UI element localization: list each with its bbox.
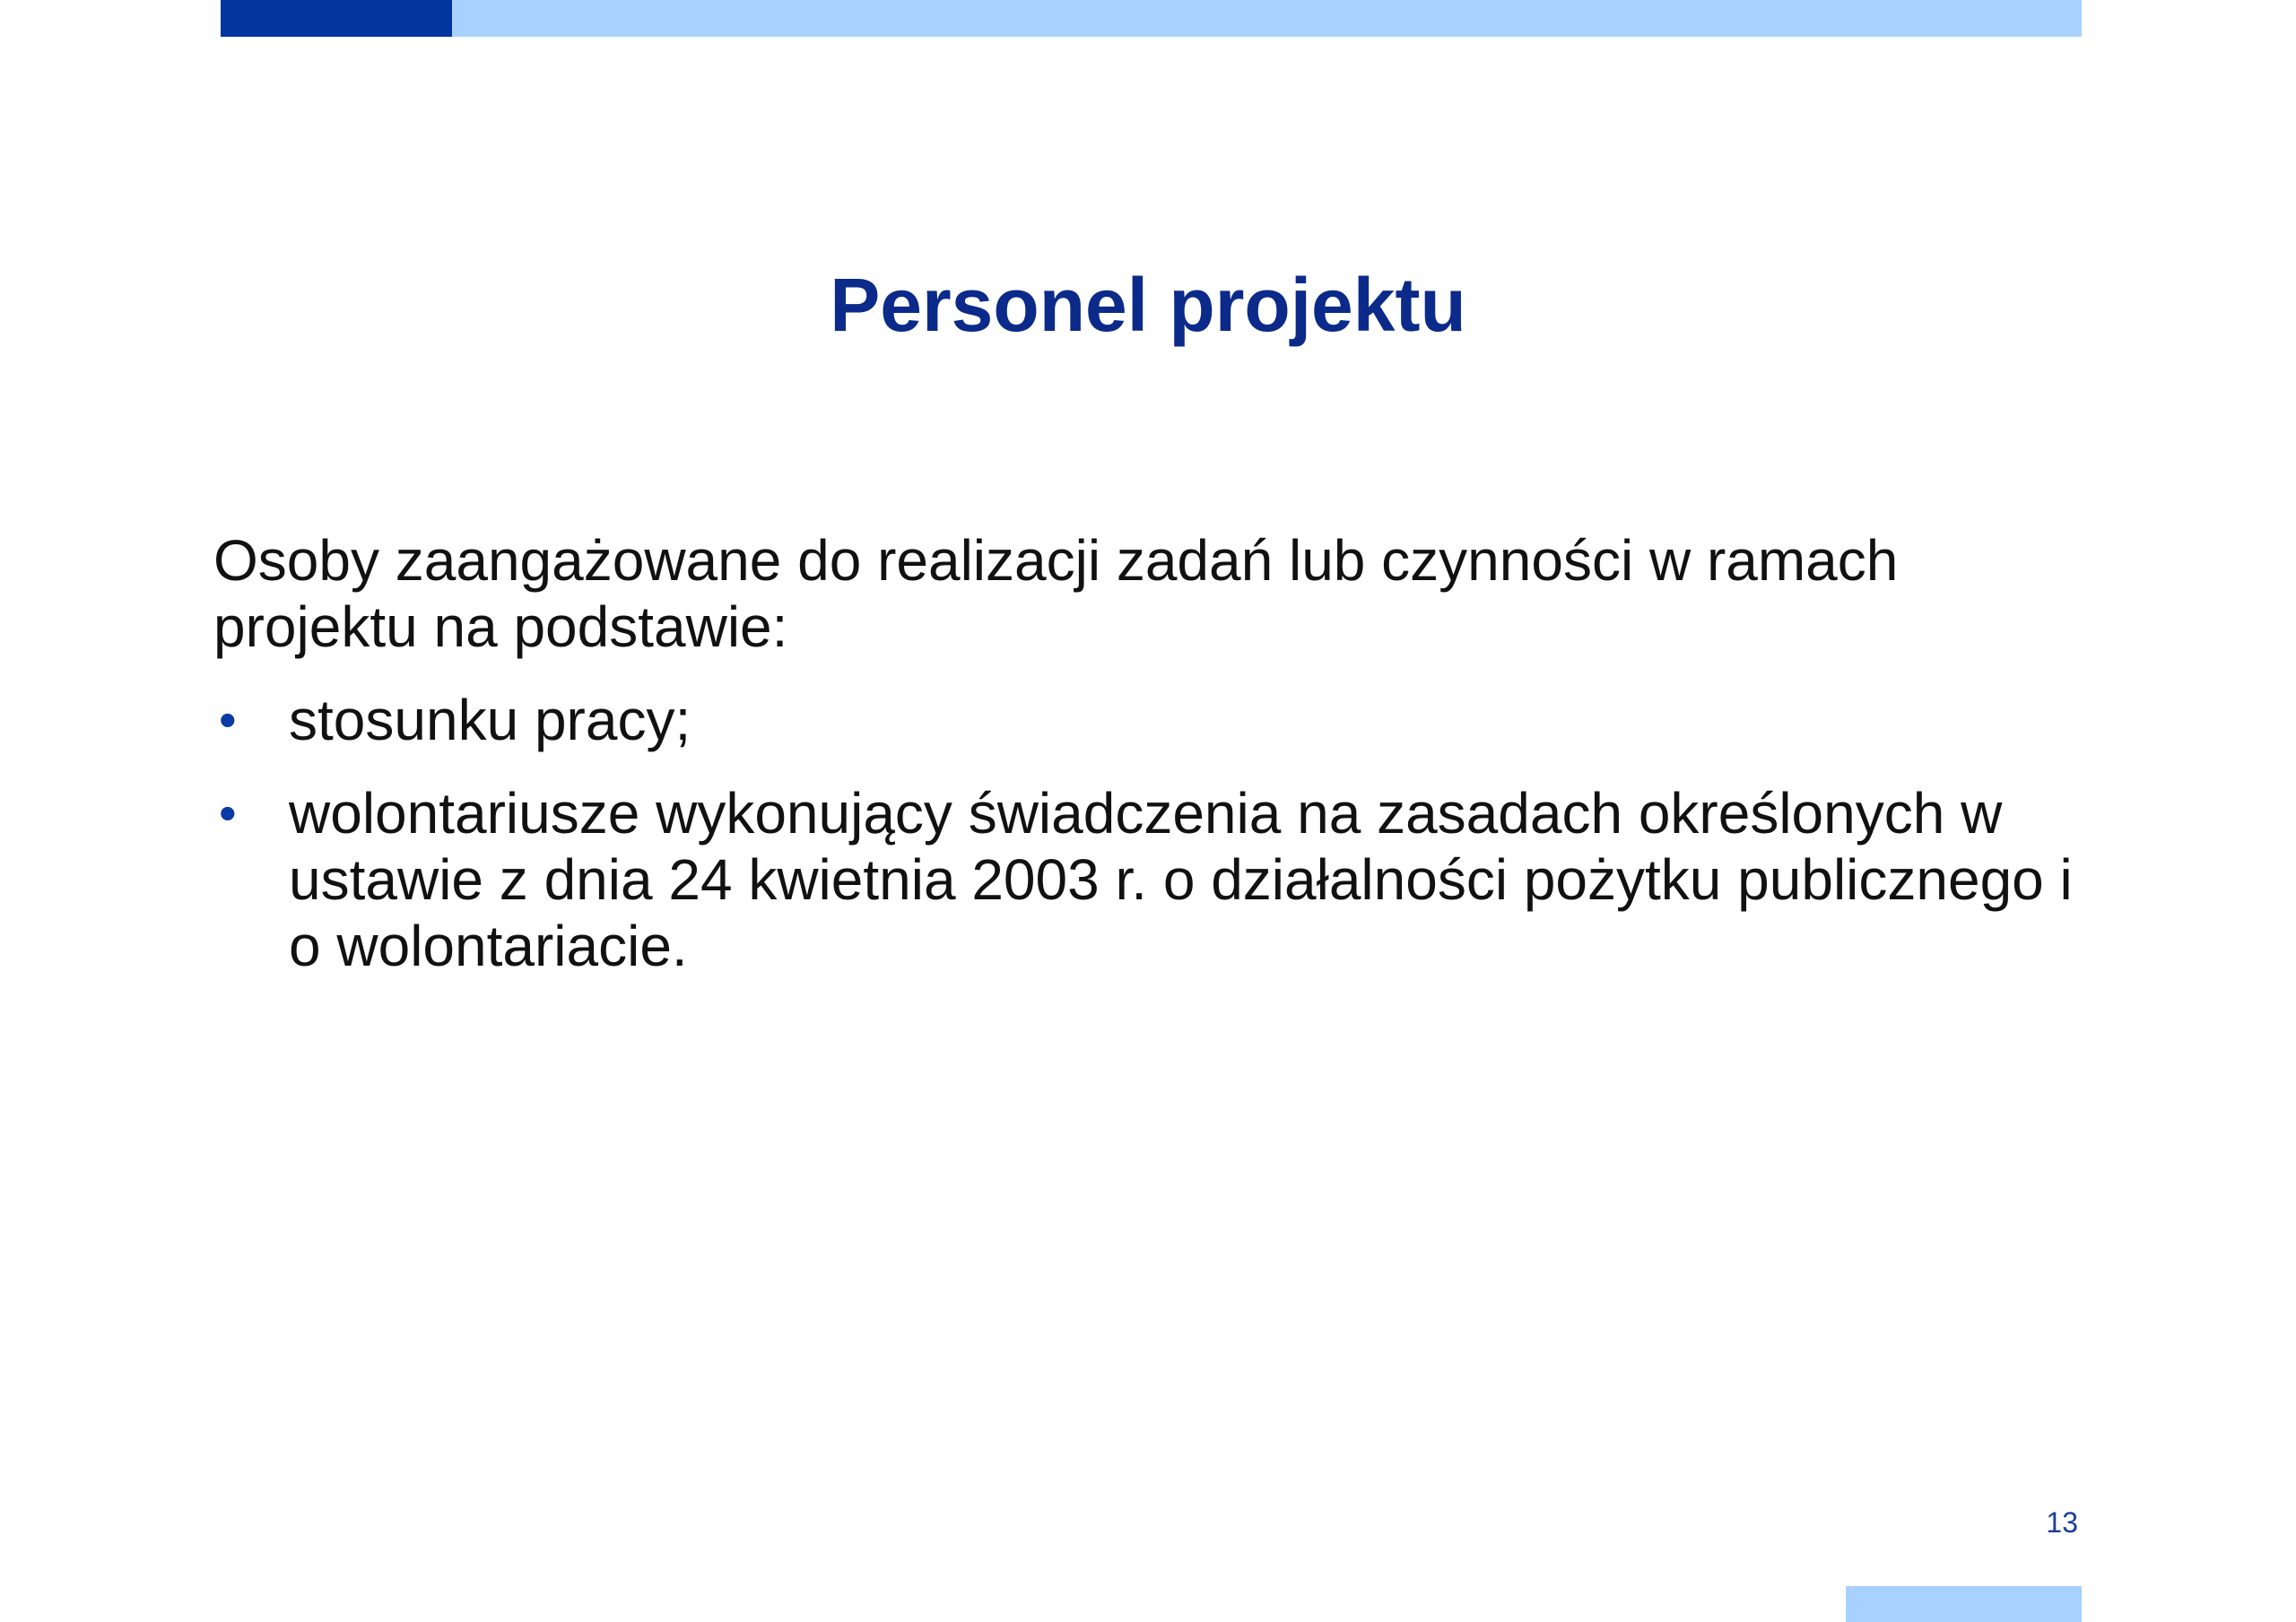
top-bar-accent <box>221 0 452 37</box>
bullet-item <box>213 780 2097 979</box>
intro-paragraph: Osoby zaangażowane do realizacji zadań lub czynności w ramach projektu na podstawie: <box>213 528 1899 659</box>
bullet-text: wolontariusze wykonujący świadczenia na zasadach określonych w ustawie z dnia 24 kwietnia 2003 r. o działalności pożytku publicznego i o wolontariacie. <box>289 781 2073 978</box>
slide-body <box>213 527 2097 1006</box>
top-decorative-bar <box>221 0 2082 37</box>
page-number: 13 <box>2046 1506 2078 1539</box>
bullet-text: stosunku pracy; <box>289 688 691 752</box>
bullet-icon: • <box>219 691 237 748</box>
bullet-list <box>213 687 2097 979</box>
bottom-decorative-bar <box>1846 1586 2082 1622</box>
bullet-item <box>213 687 2097 753</box>
bullet-icon: • <box>219 785 237 841</box>
slide-title: Personel projektu <box>830 263 1466 347</box>
